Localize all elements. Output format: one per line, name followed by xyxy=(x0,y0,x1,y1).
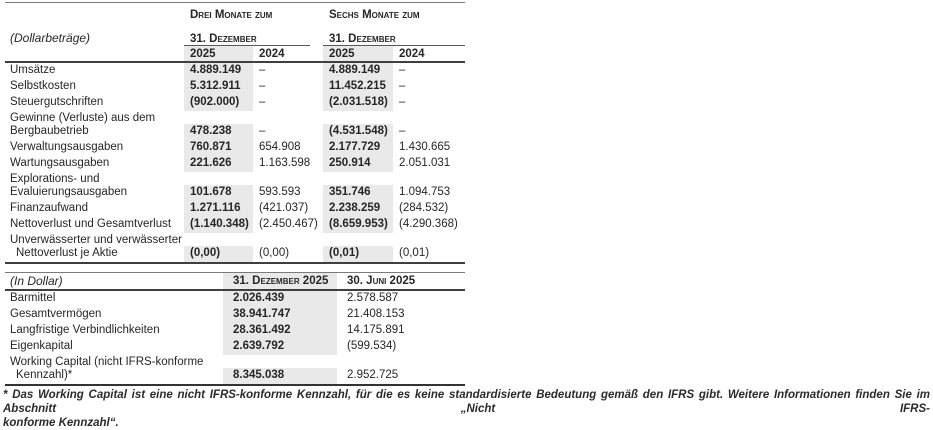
row-label: Gesamtvermögen xyxy=(10,308,102,320)
cell: – xyxy=(399,125,406,137)
table2-column-header-dec: 31. Dezember 2025 xyxy=(223,273,337,289)
row-label: Explorations- und Evaluierungsausgaben xyxy=(10,173,128,198)
table1-colgroup-three-months: Drei Monate zum xyxy=(190,9,273,21)
table-row xyxy=(5,355,465,384)
cell: – xyxy=(259,125,266,137)
cell: 250.914 xyxy=(323,156,393,172)
cell: (284.532) xyxy=(399,202,449,214)
cell: (0,00) xyxy=(184,246,253,262)
cell: – xyxy=(399,64,406,76)
table-row xyxy=(5,172,465,201)
row-label: Working Capital (nicht IFRS-konforme Kennzahl)* xyxy=(10,356,204,381)
cell: (0,01) xyxy=(399,247,430,259)
cell: 28.361.492 xyxy=(223,323,337,339)
cell: (2.450.467) xyxy=(259,218,318,230)
cell: 2.051.031 xyxy=(399,157,451,169)
cell: 1.271.116 xyxy=(184,201,253,217)
cell: – xyxy=(259,96,266,108)
footnote-line-2: konforme Kennzahl“. xyxy=(3,417,119,429)
cell: (421.037) xyxy=(259,202,309,214)
cell: 2.639.792 xyxy=(223,339,337,355)
income-statement-header xyxy=(5,2,465,63)
table-row xyxy=(5,140,465,156)
balance-sheet-header xyxy=(5,272,465,291)
table2-caption: (In Dollar) xyxy=(10,274,63,288)
cell: (902.000) xyxy=(184,95,253,111)
row-label: Wartungsausgaben xyxy=(10,157,110,169)
cell: (8.659.953) xyxy=(323,217,393,233)
cell: 2.578.587 xyxy=(347,292,399,304)
table1-subheader-date-1: 31. Dezember xyxy=(184,33,310,46)
cell: 5.312.911 xyxy=(184,79,253,95)
table1-caption: (Dollarbeträge) xyxy=(10,31,91,45)
cell: 21.408.153 xyxy=(347,308,405,320)
cell: 2.177.729 xyxy=(323,140,393,156)
table2-column-header-jun: 30. Juni 2025 xyxy=(347,275,416,287)
cell: 654.908 xyxy=(259,141,301,153)
cell: 351.746 xyxy=(323,185,393,201)
row-label: Steuergutschriften xyxy=(10,96,104,108)
cell: 593.593 xyxy=(259,186,301,198)
row-label: Finanzaufwand xyxy=(10,202,88,214)
cell: 4.889.149 xyxy=(184,63,253,79)
table1-year-header: 2024 xyxy=(259,48,285,60)
balance-sheet-table xyxy=(5,272,465,386)
table1-year-header: 2024 xyxy=(399,48,425,60)
cell: 2.238.259 xyxy=(323,201,393,217)
cell: – xyxy=(259,80,266,92)
cell: 478.238 xyxy=(184,124,253,140)
cell: – xyxy=(399,80,406,92)
cell: 2.952.725 xyxy=(347,369,399,381)
table1-year-header: 2025 xyxy=(184,46,253,61)
income-statement-table xyxy=(5,2,465,264)
row-label: Selbstkosten xyxy=(10,80,76,92)
cell: (599.534) xyxy=(347,340,397,352)
table-row xyxy=(5,217,465,233)
row-label: Verwaltungsausgaben xyxy=(10,141,124,153)
cell: 1.163.598 xyxy=(259,157,311,169)
cell: 8.345.038 xyxy=(223,368,337,384)
row-label: Nettoverlust und Gesamtverlust xyxy=(10,218,172,230)
row-label: Gewinne (Verluste) aus dem Bergbaubetrieb xyxy=(10,112,156,137)
balance-sheet-body xyxy=(5,291,465,386)
cell: (1.140.348) xyxy=(184,217,253,233)
row-label: Eigenkapital xyxy=(10,340,73,352)
cell: 101.678 xyxy=(184,185,253,201)
table-row xyxy=(5,201,465,217)
table-row xyxy=(5,156,465,172)
cell: 14.175.891 xyxy=(347,324,405,336)
cell: 11.452.215 xyxy=(323,79,393,95)
cell: 1.430.665 xyxy=(399,141,451,153)
table-row xyxy=(5,79,465,95)
cell: 1.094.753 xyxy=(399,186,451,198)
row-label: Langfristige Verbindlichkeiten xyxy=(10,324,160,336)
cell: 221.626 xyxy=(184,156,253,172)
table-row xyxy=(5,63,465,79)
cell: (4.531.548) xyxy=(323,124,393,140)
income-statement-body xyxy=(5,63,465,264)
cell: 4.889.149 xyxy=(323,63,393,79)
table-row xyxy=(5,307,465,323)
table-row xyxy=(5,323,465,339)
row-label: Unverwässerter und verwässerter Nettoverlust je Aktie xyxy=(10,234,182,259)
cell: 2.026.439 xyxy=(223,291,337,307)
cell: 760.871 xyxy=(184,140,253,156)
table1-subheader-date-2: 31. Dezember xyxy=(323,33,465,46)
footnote-line-1: * Das Working Capital ist eine nicht IFRS-konforme Kennzahl, für die es keine standardisierte Bedeutung gemäß den IFRS gibt. Weitere Informationen finden Sie im Abschnitt „Nicht IFRS- xyxy=(3,389,930,415)
table-row xyxy=(5,339,465,355)
table-row xyxy=(5,291,465,307)
footnote xyxy=(3,388,930,430)
table1-colgroup-six-months: Sechs Monate zum xyxy=(329,9,420,21)
cell: (0,01) xyxy=(323,246,393,262)
table-row xyxy=(5,111,465,140)
table-row xyxy=(5,95,465,111)
cell: 38.941.747 xyxy=(223,307,337,323)
row-label: Barmittel xyxy=(10,292,56,304)
cell: (4.290.368) xyxy=(399,218,458,230)
cell: (2.031.518) xyxy=(323,95,393,111)
table1-year-header: 2025 xyxy=(323,46,393,61)
cell: (0,00) xyxy=(259,247,290,259)
cell: – xyxy=(399,96,406,108)
row-label: Umsätze xyxy=(10,64,56,76)
table-row xyxy=(5,233,465,262)
cell: – xyxy=(259,64,266,76)
